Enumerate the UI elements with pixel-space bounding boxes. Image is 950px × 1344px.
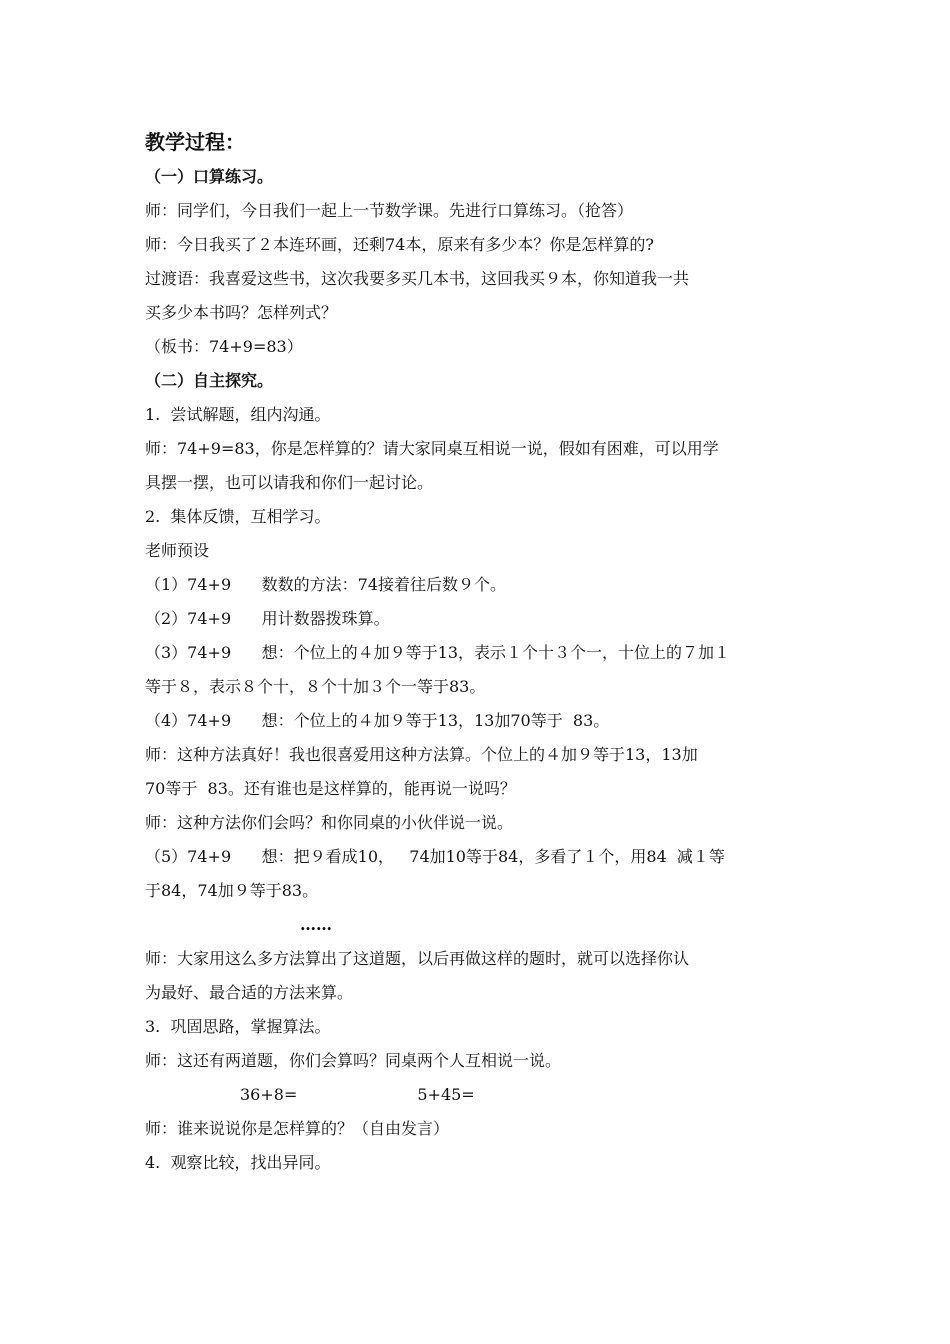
paragraph-line: 师：这还有两道题，你们会算吗？同桌两个人互相说一说。	[145, 1051, 562, 1070]
paragraph-line: 为最好、最合适的方法来算。	[145, 983, 354, 1002]
subheading-oral-practice: （一）口算练习。	[145, 167, 274, 186]
ellipsis: ……	[300, 915, 332, 934]
paragraph-line: 师：这种方法你们会吗？和你同桌的小伙伴说一说。	[145, 813, 514, 832]
method-item: （3）74+9 想：个位上的４加９等于13，表示１个十３个一，十位上的７加１	[145, 643, 731, 662]
exercise-2: 5+45=	[417, 1085, 475, 1104]
exercise-row	[145, 1078, 815, 1112]
paragraph-line: 师：74+9=83，你是怎样算的？请大家同桌互相说一说，假如有困难，可以用学	[145, 439, 719, 458]
method-item: （5）74+9 想：把９看成10， 74加10等于84，多看了１个，用84 减１等	[145, 847, 725, 866]
document-body	[145, 124, 815, 1180]
method-item: （4）74+9 想：个位上的４加９等于13，13加70等于 83。	[145, 711, 610, 730]
paragraph-line: 过渡语：我喜爱这些书，这次我要多买几本书，这回我买９本，你知道我一共	[145, 269, 690, 288]
method-item: （1）74+9 数数的方法：74接着往后数９个。	[145, 575, 507, 594]
paragraph-line: 具摆一摆，也可以请我和你们一起讨论。	[145, 473, 434, 492]
step-item: 2. 集体反馈，互相学习。	[145, 507, 331, 526]
blackboard-note: （板书：74+9=83）	[145, 337, 303, 356]
paragraph-line: 师：同学们，今日我们一起上一节数学课。先进行口算练习。（抢答）	[145, 201, 634, 220]
paragraph-line: 于84，74加９等于83。	[145, 881, 319, 900]
paragraph-line: 师：今日我买了２本连环画，还剩74本，原来有多少本？你是怎样算的?	[145, 235, 654, 254]
method-item: （2）74+9 用计数器拨珠算。	[145, 609, 390, 628]
paragraph-line: 师：谁来说说你是怎样算的？（自由发言）	[145, 1119, 450, 1138]
exercise-1: 36+8=	[240, 1085, 298, 1104]
step-item: 4. 观察比较，找出异同。	[145, 1153, 331, 1172]
paragraph-line: 买多少本书吗？怎样列式？	[145, 303, 338, 322]
paragraph-line: 等于８，表示８个十，８个十加３个一等于83。	[145, 677, 486, 696]
step-item: 3. 巩固思路，掌握算法。	[145, 1017, 331, 1036]
section-title: 教学过程：	[145, 130, 245, 154]
step-item: 1. 尝试解题，组内沟通。	[145, 405, 331, 424]
paragraph-line: 师：这种方法真好！我也很喜爱用这种方法算。个位上的４加９等于13，13加	[145, 745, 698, 764]
paragraph-line: 老师预设	[145, 541, 210, 560]
paragraph-line: 70等于 83。还有谁也是这样算的，能再说一说吗？	[145, 779, 516, 798]
subheading-self-exploration: （二）自主探究。	[145, 371, 274, 390]
paragraph-line: 师：大家用这么多方法算出了这道题，以后再做这样的题时，就可以选择你认	[145, 949, 690, 968]
